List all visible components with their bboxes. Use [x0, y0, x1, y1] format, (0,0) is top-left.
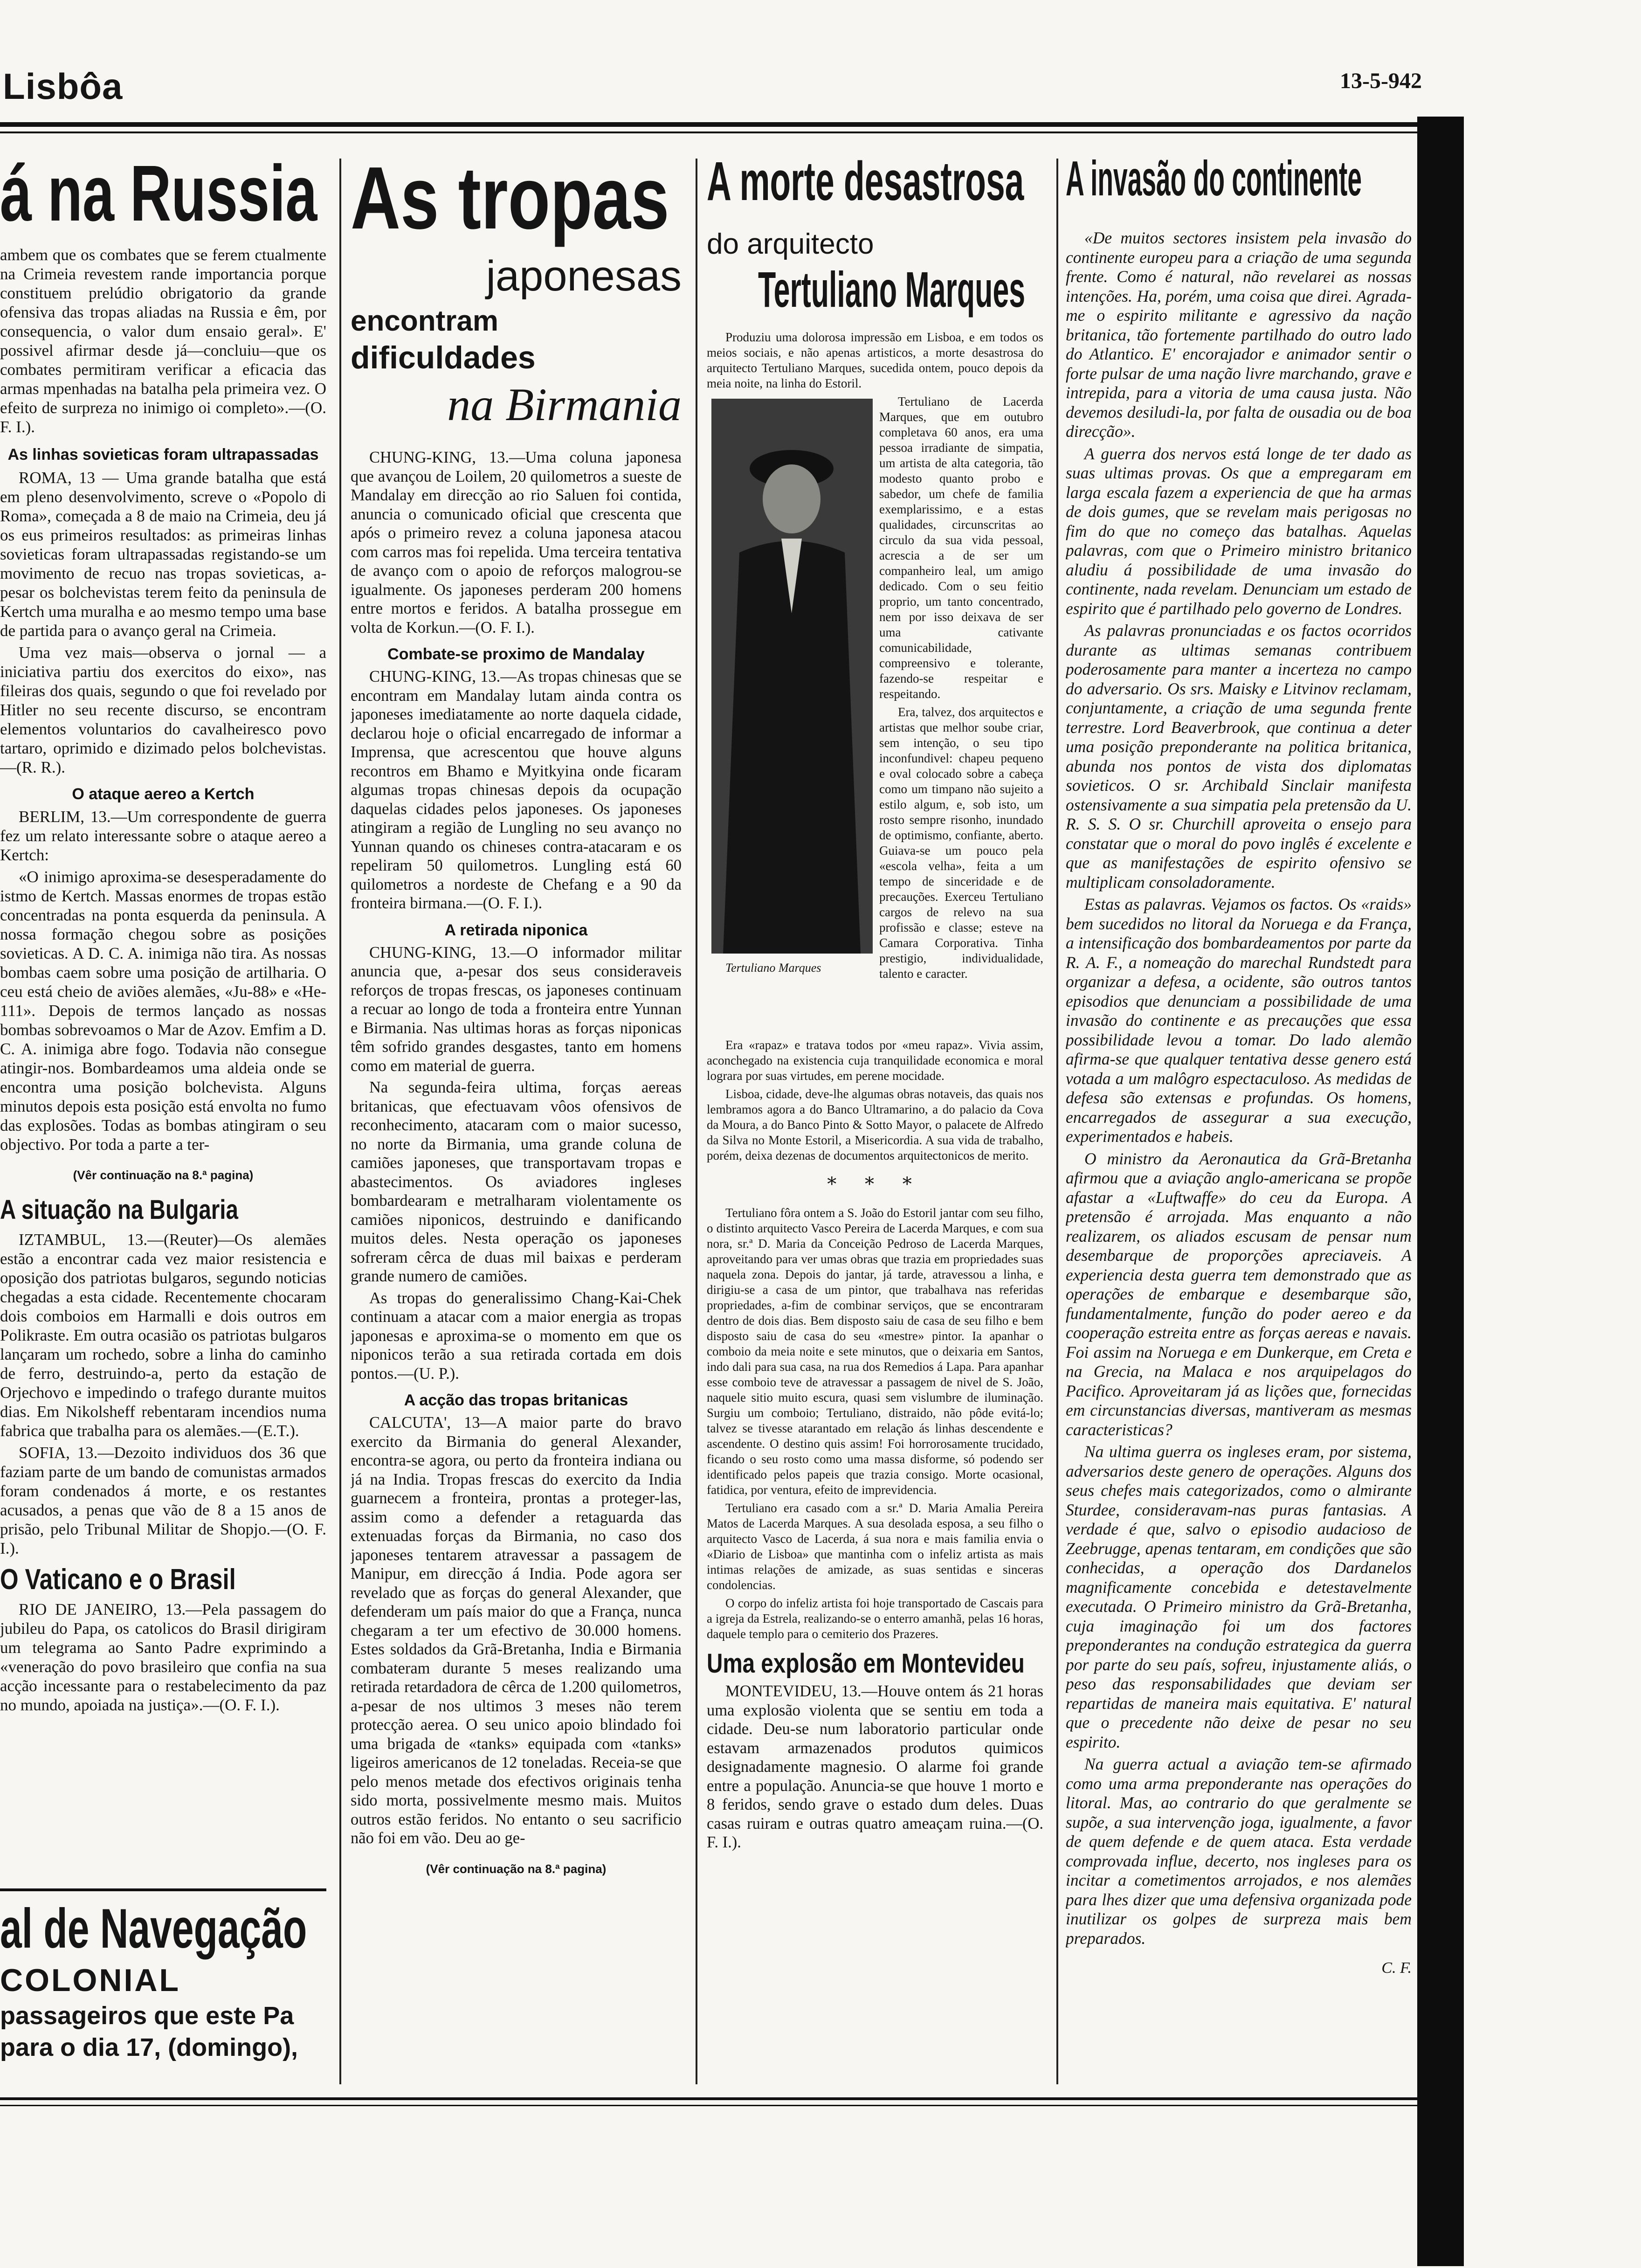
column-rule [696, 159, 697, 2084]
deck: dificuldades [351, 340, 536, 375]
article-text: Tertuliano fôra ontem a S. João do Estoril jantar com seu filho, o distinto arquitecto Vasco Pereira de Lacerda Marques, e com sua nora, sr.ª D. Maria da Conceição Pedroso de Lacerda Marques, aproveitando para ver umas obras que trazia em propriedades suas naquela zona. Depois do jantar, já tarde, atravessou a linha, e dirigiu-se a casa de um pintor, que trabalhava nas referidas propriedades, a-fim de combinar serviços, que se encontraram dentro de dois dias. Bem disposto saiu de casa de seu filho e bem disposto saiu de casa do seu «mestre» pintor. Ia apanhar o comboio da meia noite e sete minutos, que o deixaria em Santos, indo dali para sua casa, na rua dos Remedios á Lapa. Para apanhar esse comboio teve de atravessar a passagem de nivel de S. João, naquele sitio muito escura, quasi sem vislumbre de iluminação. Surgiu um comboio; Tertuliano, distraido, não pôde evitá-lo; talvez se tivesse atarantado em relação ás linhas descendente e ascendente. O destino quis assim! Foi horrorosamente trucidado, ficando o seu rosto como uma massa disforme, só podendo ser identificado pelos papeis que trazia consigo. Morte ocasional, fatidica, por ventura, efeito de imprevidencia. Tertuliano era casado com a sr.ª D. Maria Amalia Pereira Matos de Lacerda Marques. A sua desolada esposa, a seu filho o arquitecto Vasco de Lacerda, á sua nora e mais familia envia o «Diario de Lisboa» que mantinha com o infeliz artista as mais intimas relações de amizade, as suas sentidas e sinceras condolencias. O corpo do infeliz artista foi hoje transportado de Cascais para a igreja da Estrela, realizando-se o enterro amanhã, pelas 16 horas, daquele templo para o cemiterio dos Prazeres. [707, 1206, 1043, 1641]
continuation-note: (Vêr continuação na 8.ª pagina) [73, 1168, 254, 1182]
ad-text: para o dia 17, (domingo), [0, 2033, 298, 2061]
column-russia [0, 154, 326, 2252]
masthead-date: 13-5-942 [1340, 69, 1422, 93]
headline-vaticano: O Vaticano e o Brasil [0, 1563, 236, 1596]
author-signature: C. F. [1381, 1959, 1412, 1977]
section-separator: * * * [827, 1174, 923, 1195]
article-text: CHUNG-KING, 13.—Uma coluna japonesa que avançou de Loilem, 20 quilometros a sueste de Mandalay em direcção ao rio Saluen foi contida, anuncia o comunicado oficial que crescenta que após o primeiro revez a coluna japonesa atacou com carros mas foi repelida. Uma terceira tentativa de avanço com o apoio de reforços malogrou-se igualmente. Os japoneses perderam 200 homens entre mortos e feridos. A batalha prossegue em volta de Korkun.—(O. F. I.). [351, 449, 682, 636]
ad-subtitle: COLONIAL [0, 1963, 181, 1998]
article-text: IZTAMBUL, 13.—(Reuter)—Os alemães estão a encontrar cada vez maior resistencia e oposição dos patriotas bulgaros, segundo noticias chegadas a esta cidade. Recentemente chocaram dois comboios em Harmalli e dois outros em Polikraste. Em outra ocasião os patriotas bulgaros lançaram um rochedo, sobre a linha do caminho de ferro, destruindo-a, perto da estação de Orjechovo e impedindo o trafego durante muitos dias. Em Nikolsheff rebentaram incendios numa fabrica que trabalha para os alemães.—(E.T.). SOFIA, 13.—Dezoito individuos dos 36 que faziam parte de um bando de comunistas armados foram condenados á morte, e os restantes acusados, a penas que vão de 8 a 15 anos de prisão, pelo Tribunal Militar de Shopjo.—(O. F. I.). [0, 1231, 326, 1557]
deck-name: Tertuliano Marques [758, 261, 1026, 318]
article-text: Era «rapaz» e tratava todos por «meu rapaz». Vivia assim, aconchegado na existencia cuja tranquilidade economica e moral lograra por suas virtudes, em perene mocidade. Lisboa, cidade, deve-lhe algumas obras notaveis, das quais nos lembramos agora a do Banco Ultramarino, a do palacio da Cova da Moura, a do Banco Pinto & Sotto Mayor, o palacete de Alfredo da Silva no Monte Estoril, a Misericordia. A sua vida de trabalho, porém, deixa dezenas de documentos arquitectonicos de merito. [707, 1038, 1043, 1162]
article-text: «De muitos sectores insistem pela invasão do continente europeu para a criação de uma segunda frente. Como é natural, não revelarei as nossas intenções. Ha, porém, uma coisa que direi. Agrada-me o espirito militante e agressivo da nação britanica, tão fortemente partilhado do outro lado do Atlantico. E' encorajador e animador sentir o forte pulsar de uma nação livre marchando, grave e intrepida, para a vitoria de uma causa justa. Não devemos desiludi-la, por falta de ousadia ou de boa direcção». A guerra dos nervos está longe de ter dado as suas ultimas provas. Os que a empregaram em larga escala fazem a experiencia de que ha armas de dois gumes, que se revelam mais perigosas no fim do que no começo das batalhas. Aquelas palavras, com que o Primeiro ministro britanico aludiu á possibilidade de uma invasão do continente, nada revelam. Denunciam um estado de espirito que é partilhado pelo governo de Londres. As palavras pronunciadas e os factos ocorridos durante as ultimas semanas contribuem poderosamente para manter a incerteza no campo do adversario. Os srs. Maisky e Litvinov reclamam, conjuntamente, a criação de uma segunda frente terrestre. Lord Beaverbrook, que continua a deter uma posição preponderante na politica britanica, abunda nos pontos de vista dos diplomatas sovieticos. O sr. Archibald Sinclair manifesta ostensivamente a sua simpatia pela pretensão da U. R. S. S. O sr. Churchill aproveita o ensejo para constatar que o moral do povo inglês é excelente e que as manifestações de espirito ofensivo se multiplicam consoladoramente. Estas as palavras. Vejamos os factos. Os «raids» bem sucedidos no litoral da Noruega e da França, a intensificação dos bombardeamentos por parte da R. A. F., a nomeação do marechal Rundstedt para organizar a defesa, a ocidente, são outros tantos episodios que denunciam a possibilidade de uma invasão do continente e as precauções que essa possibilidade levou a tomar. Do lado alemão afirma-se que qualquer tentativa desse genero está votada a um malôgro espectaculoso. As medidas de defesa são extensas e profundas. Os homens, encarregados de assegurar a sua execução, experimentados e habeis. O ministro da Aeronautica da Grã-Bretanha afirmou que a aviação anglo-americana se propõe afastar a «Luftwaffe» do ceu da Europa. A pretensão é arrojada. Mas enquanto a não realizarem, os aliados escusam de pensar num desembarque de proporções apreciaveis. A experiencia desta guerra tem demonstrado que as operações de embarque e desembarque são, fundamentalmente, função do poder aereo e da cooperação estreita entre as forças aereas e navais. Foi assim na Noruega e em Dunkerque, em Creta e na Grecia, na Malaca e nos arquipelagos do Pacifico. Aproveitaram já as lições que, fornecidas em circunstancias diversas, mantiveram as mesmas caracteristicas? Na ultima guerra os ingleses eram, por sistema, adversarios deste genero de operações. Alguns dos seus chefes mais categorizados, como o almirante Sturdee, consideravam-nas puras fantasias. A verdade é que, salvo o episodio audacioso de Zeebrugge, apenas tentaram, em condições que são conhecidas, a operação dos Dardanelos magnificamente concebida e detestavelmente executada. O Primeiro ministro da Grã-Bretanha, cuja imaginação foi um dos factores preponderantes na condução estrategica da guerra por parte do seu país, sofreu, injustamente aliás, o peso das responsabilidades que deviam ser repartidas de maneira mais equitativa. E' natural que o precedente não deixe de pesar no seu espirito. Na guerra actual a aviação tem-se afirmado como uma arma preponderante nas operações do litoral. Mas, ao contrario do que geralmente se supõe, a sua intervenção joga, igualmente, a favor de quem defende e de quem ataca. Esta verdade comprovada influe, decerto, nos ingleses para os incitar a cometimentos arrojados, e nos alemães para lhes dizer que uma defensiva organizada pode inutilizar os golpes de surpreza mais bem preparados. [1066, 228, 1412, 1948]
column-rule [1056, 159, 1058, 2084]
headline-invasao: A invasão do continente [1066, 154, 1362, 206]
continuation-note: (Vêr continuação na 8.ª pagina) [426, 1861, 607, 1876]
headline-tropas: As tropas [351, 154, 669, 248]
article-text: ROMA, 13 — Uma grande batalha que está em pleno desenvolvimento, screve o «Popolo di Roma», começada a 8 de maio na Crimeia, deu já os eus primeiros resultados: as primeiras linhas sovieticas foram ultrapassadas registando-se um movimento de recuo nas tropas sovieticas, a-pesar os bolchevistas terem feito da peninsula de Kertch uma muralha e ao mesmo tempo uma base de partida para o avanço geral na Crimeia. Uma vez mais—observa o jornal — a iniciativa partiu dos exercitos do eixo», nas fileiras dos quais, segundo o que foi revelado por Hitler no seu recente discurso, se encontram elementos voluntarios do cavalheiresco povo tartaro, oprimido e dizimado pelos bolchevistas.—(R. R.). [0, 469, 326, 776]
bottom-rule [0, 2097, 1417, 2100]
portrait-photo [711, 399, 873, 954]
headline-morte: A morte desastrosa [707, 154, 1024, 212]
subheading: A acção das tropas britanicas [404, 1391, 628, 1409]
page-edge-bar [1417, 117, 1464, 2266]
headline-bulgaria: A situação na Bulgaria [0, 1195, 238, 1225]
photo-caption: Tertuliano Marques [725, 961, 821, 975]
subheading: A retirada niponica [444, 921, 588, 939]
subheading: Combate-se proximo de Mandalay [387, 645, 645, 663]
portrait-figure [711, 399, 873, 954]
ad-text: passageiros que este Pa [0, 2002, 294, 2030]
headline-russia: á na Russia [0, 154, 317, 238]
subheading: O ataque aereo a Kertch [72, 785, 255, 803]
column-tropas [351, 154, 682, 2252]
ad-title: al de Navegação [0, 1897, 307, 1960]
masthead-rule-thin [0, 131, 1417, 133]
article-text: CALCUTA', 13—A maior parte do bravo exercito da Birmania do general Alexander, encontra-se agora, ou perto da fronteira indiana ou já na India. Tropas frescas do exercito da India guarnecem a fronteira, prontas a proteger-las, assim como a defender a retaguarda das extenuadas forças da Birmania, no caso dos japoneses tentarem atravessar a passagem de Manipur, em direcção á India. Pode agora ser revelado que as forças do general Alexander, que defenderam um país maior do que a França, nunca chegaram a ter um efectivo de 30.000 homens. Estes soldados da Grã-Bretanha, India e Birmania combateram durante 5 meses realizando uma retirada retardadora de cêrca de 1.200 quilometros, a-pesar de nos ultimos 3 meses não terem protecção aerea. O seu unico apoio blindado foi uma brigada de «tanks» equipada com «tanks» ligeiros americanos de 12 toneladas. Receia-se que pelo menos metade dos efectivos originais tenha sido morta, possivelmente mesmo mais. Muitos outros estão feridos. No entanto o seu sacrificio não foi em vão. Deu ao ge- [351, 1414, 682, 1847]
masthead-rule [0, 122, 1417, 127]
column-arquitecto [707, 154, 1043, 2252]
article-text: ambem que os combates que se ferem ctualmente na Crimeia revestem rande importancia porque constituem prelúdio obrigatorio da grande ofensiva das tropas aliadas na Russia e êm, por consequencia, o valor dum ensaio geral». E' possivel afirmar desde já—concluiu—que os combates permitiram verificar a eficacia das armas mpenhadas na batalha pela primeira vez. O efeito de surpreza no inimigo oi completo».—(O. F. I.). [0, 246, 326, 436]
deck: na Birmania [447, 379, 682, 430]
masthead-title: Lisbôa [3, 66, 123, 107]
deck: encontram [351, 305, 498, 337]
column-invasao [1066, 154, 1412, 2252]
article-text: MONTEVIDEU, 13.—Houve ontem ás 21 horas uma explosão violenta que se sentiu em toda a cidade. Deu-se num laboratorio particular onde estavam armazenados produtos quimicos designadamente magnesio. O alarme foi grande entre a população. Anuncia-se que houve 1 morto e 8 feridos, sendo grave o estado dum deles. Duas casas ruiram e outras quatro ameaçam ruina.—(O. F. I.). [707, 1682, 1043, 1851]
deck: do arquitecto [707, 228, 874, 260]
article-text: BERLIM, 13.—Um correspondente de guerra fez um relato interessante sobre o ataque aereo a Kertch: «O inimigo aproxima-se desesperadamente do istmo de Kertch. Massas enormes de tropas estão concentradas na ponta esquerda da peninsula. A nossa formação chegou sobre as posições sovieticas. A D. C. A. inimiga não tira. As nossas bombas caem sobre uma posição de artilharia. O ceu está cheio de aviões alemães, «Ju-88» e «He-111». Depois de termos lançado as nossas bombas sobrevoamos o Mar de Azov. Emfim a D. C. A. inimiga abre fogo. Todavia não consegue atingir-nos. Bombardeamos uma aldeia onde se encontra uma posição bolchevista. Alguns minutos depois esta posição está envolta no fumo das explosões. Todas as bombas atingiram o seu objectivo. Por toda a parte a ter- [0, 808, 326, 1154]
headline-explosao: Uma explosão em Montevideu [707, 1648, 1025, 1679]
article-text: RIO DE JANEIRO, 13.—Pela passagem do jubileu do Papa, os catolicos do Brasil dirigiram um telegrama ao Santo Padre exprimindo a «veneração do povo brasileiro que confia na sua acção incessante para o restabelecimento da paz no mundo, apoiada na justiça».—(O. F. I.). [0, 1600, 326, 1714]
article-text: Produziu uma dolorosa impressão em Lisboa, e em todos os meios sociais, e não apenas artisticos, a morte desastrosa do arquitecto Tertuliano Marques, sucedida ontem, pouco depois da meia noite, na linha do Estoril. [707, 330, 1043, 390]
article-text: Tertuliano de Lacerda Marques, que em outubro completava 60 anos, era uma pessoa irradiante de simpatia, um artista de alta categoria, tão modesto quanto probo e sabedor, um chefe de familia exemplarissimo, e a estas qualidades, circunscritas ao circulo da sua vida pessoal, acrescia a de ser um companheiro leal, um amigo dedicado. Com o seu feitio proprio, um tanto concentrado, nem por isso deixava de ser uma cativante comunicabilidade, compreensivo e tolerante, fazendo-se respeitar e respeitando. Era, talvez, dos arquitectos e artistas que melhor soube criar, sem intenção, o seu tipo inconfundivel: chapeu pequeno e oval colocado sobre a cabeça como um timpano não sujeito a estilo algum, e, sob isto, um rosto sempre risonho, inundado de optimismo, confiante, aberto. Guiava-se um pouco pela «escola velha», feita a um tempo de sinceridade e de precauções. Exerceu Tertuliano cargos de relevo na sua profissão e classe; esteve na Camara Corporativa. Tinha prestigio, individualidade, talento e caracter. [879, 394, 1043, 981]
bottom-rule-thin [0, 2105, 1417, 2106]
ad-rule [0, 1888, 326, 1891]
article-text: CHUNG-KING, 13.—As tropas chinesas que se encontram em Mandalay lutam ainda contra os japoneses imediatamente ao norte daquela cidade, declarou hoje o oficial encarregado de informar a Imprensa, que acrescentou que houve alguns recontros em Bhamo e Myitkyina onde ficaram algumas tropas chinesas depois da ocupação daquelas cidades pelos japoneses. Os japoneses atingiram a região de Lungling no seu avanço no Yunnan quando os chineses contra-atacaram e os repeliram 50 quilometros. Lungling está 60 quilometros a nordeste de Chefang e a 90 da fronteira birmana.—(O. F. I.). [351, 668, 682, 912]
article-text: CHUNG-KING, 13.—O informador militar anuncia que, a-pesar dos seus consideraveis reforços de tropas frescas, os japoneses continuam a recuar ao longo de toda a fronteira entre Yunnan e Birmania. Nas ultimas horas as forças niponicas têm sofrido grandes desgastes, tanto em homens como em material de guerra. Na segunda-feira ultima, forças aereas britanicas, que efectuavam vôos ofensivos de reconhecimento, atacaram com o maior sucesso, no norte da Birmania, uma grande coluna de camiões japoneses, que transportavam tropas e abastecimentos. Os aviadores ingleses bombardearam e metralharam violentamente os camiões niponicos, destruindo e danificando muitos deles. Nesta operação os japoneses sofreram cêrca de duas mil baixas e perderam grande numero de camiões. As tropas do generalissimo Chang-Kai-Chek continuam a atacar com a maior energia as tropas japonesas e aproxima-se o momento em que os niponicos terão a sua retirada cortada em dois pontos.—(U. P.). [351, 943, 682, 1383]
page-margin [1464, 0, 1641, 2268]
deck: japonesas [486, 252, 682, 300]
column-rule [339, 159, 341, 2084]
subheading: As linhas sovieticas foram ultrapassadas [7, 446, 319, 463]
photo-block [707, 394, 1043, 1037]
